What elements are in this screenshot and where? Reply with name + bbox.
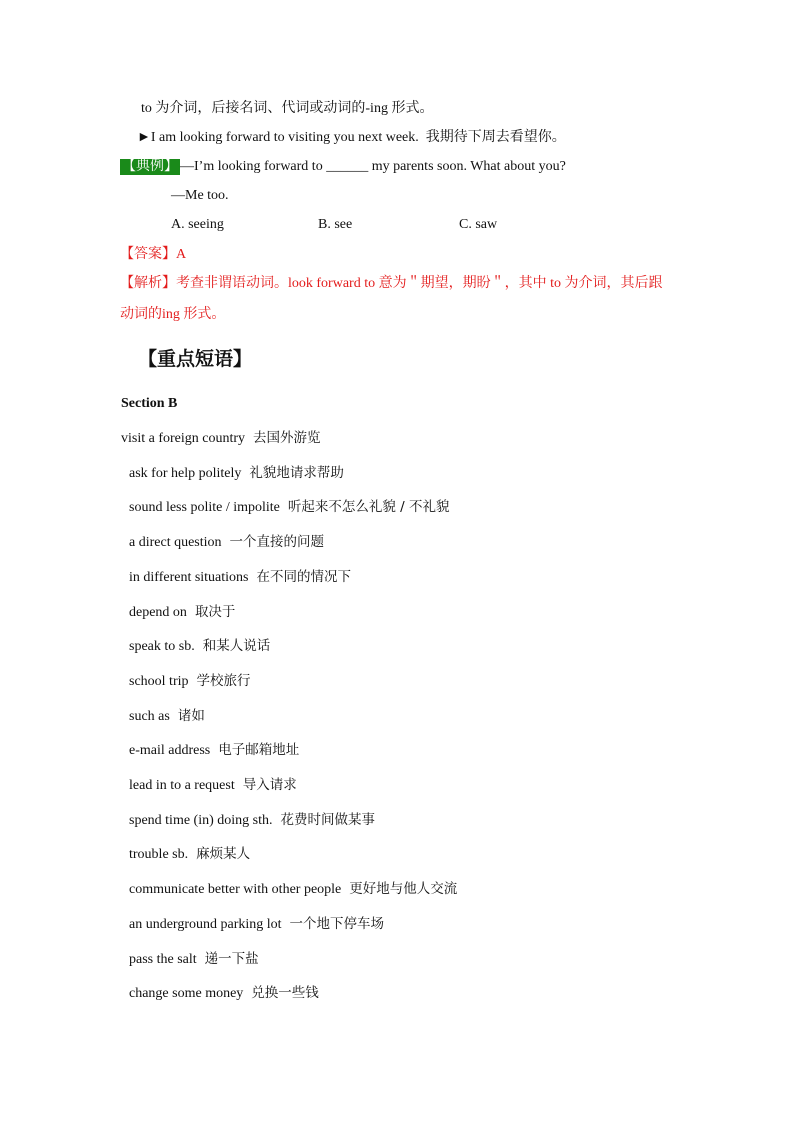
section-title: Section B	[121, 396, 178, 411]
option-b: B. see	[318, 217, 353, 232]
phrase-chinese: 在不同的情况下	[256, 569, 351, 585]
phrase-chinese: 麻烦某人	[196, 846, 251, 862]
analysis-line-1	[120, 275, 662, 293]
phrase-english: visit a foreign country	[121, 431, 246, 446]
phrase-chinese: 诸如	[177, 708, 205, 724]
phrase-english: in different situations	[129, 570, 249, 585]
example-tag: 【典例】	[122, 159, 178, 174]
analysis-text-1: 考查非谓语动词。look forward to 意为＂期望，期盼＂，其中 to 为介词，其后跟	[176, 276, 663, 291]
phrase-chinese: 更好地与他人交流	[349, 881, 458, 897]
phrase-item	[129, 845, 250, 864]
analysis-label: 【解析】	[120, 276, 176, 291]
intro-line	[141, 100, 433, 118]
phrase-item	[129, 880, 457, 899]
phrase-english: spend time (in) doing sth.	[129, 813, 273, 828]
phrase-item	[129, 672, 251, 691]
phrase-item	[129, 498, 450, 517]
phrase-item	[129, 707, 205, 726]
question-line	[120, 158, 566, 176]
phrase-item	[129, 811, 375, 830]
option-a: A. seeing	[171, 217, 224, 232]
example-chinese: 我期待下周去看望你。	[425, 130, 566, 145]
phrase-chinese: 花费时间做某事	[280, 812, 375, 828]
phrase-item	[129, 464, 344, 483]
phrase-chinese: 听起来不怎么礼貌 / 不礼貌	[287, 499, 450, 515]
section-heading: 【重点短语】	[138, 348, 253, 370]
phrase-chinese: 一个直接的问题	[229, 534, 325, 550]
phrase-chinese: 去国外游览	[253, 430, 321, 446]
phrase-english: an underground parking lot	[129, 917, 282, 932]
phrase-item	[129, 950, 259, 969]
phrase-english: school trip	[129, 674, 189, 689]
answer-value: A	[176, 247, 187, 262]
option-c: C. saw	[459, 217, 498, 232]
phrase-item	[129, 741, 299, 760]
answer-line	[120, 246, 186, 264]
phrase-chinese: 兑换一些钱	[251, 985, 319, 1001]
question-reply	[171, 187, 229, 205]
phrase-chinese: 和某人说话	[202, 638, 271, 654]
phrase-english: depend on	[129, 605, 187, 620]
phrase-english: e-mail address	[129, 743, 211, 758]
intro-text: to 为介词，后接名词、代词或动词的-ing 形式。	[141, 101, 434, 116]
phrase-english: pass the salt	[129, 952, 197, 967]
bullet-icon: ►	[137, 130, 151, 145]
phrase-item	[129, 568, 351, 587]
phrase-item	[121, 429, 321, 448]
phrase-chinese: 取决于	[194, 604, 236, 620]
phrase-english: a direct question	[129, 535, 222, 550]
phrase-item	[129, 776, 297, 795]
phrase-chinese: 导入请求	[242, 777, 297, 793]
phrase-chinese: 电子邮箱地址	[218, 742, 300, 758]
question-text: —I’m looking forward to ______ my parents soon. What about you?	[180, 159, 566, 174]
phrase-english: ask for help politely	[129, 466, 242, 481]
phrase-chinese: 礼貌地请求帮助	[249, 465, 344, 481]
answer-label: 【答案】	[120, 247, 176, 262]
analysis-line-2	[120, 306, 225, 324]
reply-text: —Me too.	[171, 188, 229, 203]
phrase-item	[129, 637, 270, 656]
example-sentence	[137, 129, 566, 147]
phrase-english: sound less polite / impolite	[129, 500, 280, 515]
phrase-chinese: 递一下盐	[204, 951, 259, 967]
phrase-item	[129, 603, 235, 622]
phrase-item	[129, 533, 324, 552]
example-english: I am looking forward to visiting you next week.	[150, 130, 419, 145]
phrase-english: such as	[129, 709, 170, 724]
phrase-chinese: 学校旅行	[196, 673, 251, 689]
phrase-english: speak to sb.	[129, 639, 195, 654]
phrase-item	[129, 984, 319, 1003]
phrase-item	[129, 915, 384, 934]
phrase-chinese: 一个地下停车场	[289, 916, 385, 932]
phrase-english: lead in to a request	[129, 778, 235, 793]
phrase-english: communicate better with other people	[129, 882, 342, 897]
phrase-english: change some money	[129, 986, 244, 1001]
analysis-text-2: 动词的ing 形式。	[120, 307, 226, 322]
phrase-english: trouble sb.	[129, 847, 189, 862]
